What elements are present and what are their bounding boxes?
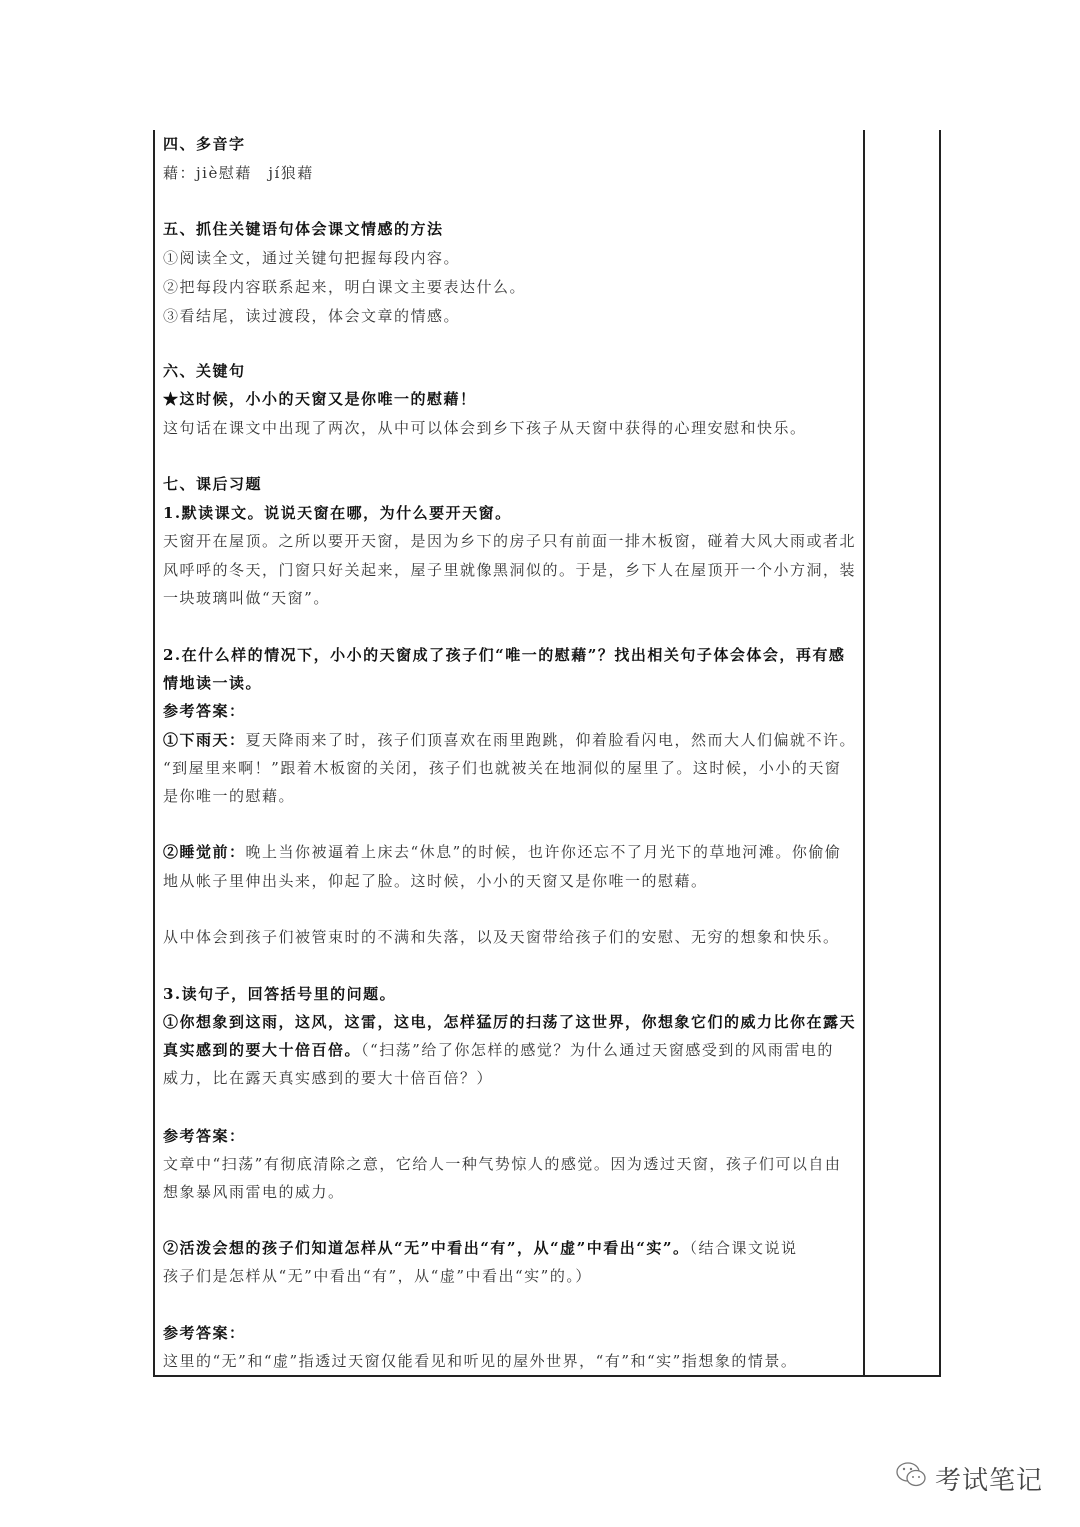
text: 藉：jiè慰藉 jí狼藉 xyxy=(163,164,314,182)
table-left-border xyxy=(153,130,155,1377)
text-line xyxy=(163,701,246,721)
watermark xyxy=(895,1460,1043,1497)
text-line xyxy=(163,673,262,693)
text: 地从帐子里伸出头来，仰起了脸。这时候，小小的天窗又是你唯一的慰藉。 xyxy=(163,872,708,890)
bold-text: ②活泼会想的孩子们知道怎样从“无”中看出“有”，从“虚”中看出“实”。 xyxy=(163,1239,690,1257)
bold-text: 情地读一读。 xyxy=(163,674,263,692)
bold-text: 2.在什么样的情况下，小小的天窗成了孩子们“唯一的慰藉”？找出相关句子体会体会，再有感 xyxy=(163,646,846,664)
text-line xyxy=(163,361,246,381)
text-line xyxy=(163,1266,592,1286)
text-line xyxy=(163,389,477,409)
text: 一块玻璃叫做“天窗”。 xyxy=(163,589,330,607)
bold-text: 参考答案： xyxy=(163,702,246,720)
bold-text: 七、课后习题 xyxy=(163,475,263,493)
text-line xyxy=(163,474,262,494)
text-line xyxy=(163,1351,797,1371)
text-line xyxy=(163,531,856,551)
text: ①阅读全文，通过关键句把握每段内容。 xyxy=(163,249,461,267)
text-line xyxy=(163,1238,798,1258)
text-line xyxy=(163,842,841,862)
bold-text: 六、关键句 xyxy=(163,362,246,380)
text: 从中体会到孩子们被管束时的不满和失落，以及天窗带给孩子们的安慰、无穷的想象和快乐。 xyxy=(163,928,840,946)
bold-text: ②睡觉前： xyxy=(163,843,246,861)
bold-text: 四、多音字 xyxy=(163,135,246,153)
text: 文章中“扫荡”有彻底清除之意，它给人一种气势惊人的感觉。因为透过天窗，孩子们可以自由 xyxy=(163,1155,842,1173)
text-line xyxy=(163,277,526,297)
text-line xyxy=(163,871,708,891)
text: ②把每段内容联系起来，明白课文主要表达什么。 xyxy=(163,278,527,296)
text-line xyxy=(163,134,246,154)
text-line xyxy=(163,248,460,268)
text-line xyxy=(163,1126,246,1146)
text: 孩子们是怎样从“无”中看出“有”，从“虚”中看出“实”的。） xyxy=(163,1267,592,1285)
text: 夏天降雨来了时，孩子们顶喜欢在雨里跑跳，仰着脸看闪电，然而大人们偏就不许。 xyxy=(245,731,857,749)
text: ③看结尾，读过渡段，体会文章的情感。 xyxy=(163,307,461,325)
text: 这句话在课文中出现了两次，从中可以体会到乡下孩子从天窗中获得的心理安慰和快乐。 xyxy=(163,419,807,437)
text-line xyxy=(163,163,314,183)
text: “到屋里来啊！”跟着木板窗的关闭，孩子们也就被关在地洞似的屋里了。这时候，小小的天窗 xyxy=(163,759,842,777)
text-line xyxy=(163,927,840,947)
text-line xyxy=(163,1323,246,1343)
wechat-icon xyxy=(895,1460,929,1497)
text: 这里的“无”和“虚”指透过天窗仅能看见和听见的屋外世界，“有”和“实”指想象的情景。 xyxy=(163,1352,798,1370)
bold-text: ①你想象到这雨，这风，这雷，这电，怎样猛厉的扫荡了这世界，你想象它们的威力比你在露天 xyxy=(163,1013,857,1031)
table-bottom-border xyxy=(153,1375,941,1377)
bold-text: ①下雨天： xyxy=(163,731,246,749)
table-right-border xyxy=(939,130,941,1377)
text-line xyxy=(163,758,841,778)
bold-text: 真实感到的要大十倍百倍。 xyxy=(163,1041,362,1059)
text: （结合课文说说 xyxy=(689,1239,798,1257)
text-line xyxy=(163,1012,856,1032)
bold-text: 五、抓住关键语句体会课文情感的方法 xyxy=(163,220,444,238)
text-line xyxy=(163,503,512,523)
text-line xyxy=(163,730,856,750)
text-line xyxy=(163,645,845,665)
text-line xyxy=(163,786,295,806)
bold-text: 参考答案： xyxy=(163,1324,246,1342)
text: 风呼呼的冬天，门窗只好关起来，屋子里就像黑洞似的。于是，乡下人在屋顶开一个小方洞，装 xyxy=(163,561,857,579)
text: 威力，比在露天真实感到的要大十倍百倍？） xyxy=(163,1069,494,1087)
text-line xyxy=(163,1182,345,1202)
text: （“扫荡”给了你怎样的感觉？为什么通过天窗感受到的风雨雷电的 xyxy=(361,1041,834,1059)
text-line xyxy=(163,984,396,1004)
watermark-text: 考试笔记 xyxy=(935,1466,1044,1496)
text-line xyxy=(163,418,807,438)
text-line xyxy=(163,1154,841,1174)
text-line xyxy=(163,219,444,239)
text-line xyxy=(163,306,460,326)
text-line xyxy=(163,1040,834,1060)
text: 想象暴风雨雷电的威力。 xyxy=(163,1183,345,1201)
text: 是你唯一的慰藉。 xyxy=(163,787,296,805)
text: 天窗开在屋顶。之所以要开天窗，是因为乡下的房子只有前面一排木板窗，碰着大风大雨或者北 xyxy=(163,532,857,550)
bold-text: 参考答案： xyxy=(163,1127,246,1145)
text-line xyxy=(163,588,330,608)
bold-text: 1.默读课文。说说天窗在哪，为什么要开天窗。 xyxy=(163,504,512,522)
bold-text: 3.读句子，回答括号里的问题。 xyxy=(163,985,397,1003)
text-line xyxy=(163,1068,493,1088)
bold-text: ★这时候，小小的天窗又是你唯一的慰藉！ xyxy=(163,390,477,408)
text-line xyxy=(163,560,856,580)
table-inner-border xyxy=(863,130,865,1377)
text: 晚上当你被逼着上床去“休息”的时候，也许你还忘不了月光下的草地河滩。你偷偷 xyxy=(245,843,842,861)
